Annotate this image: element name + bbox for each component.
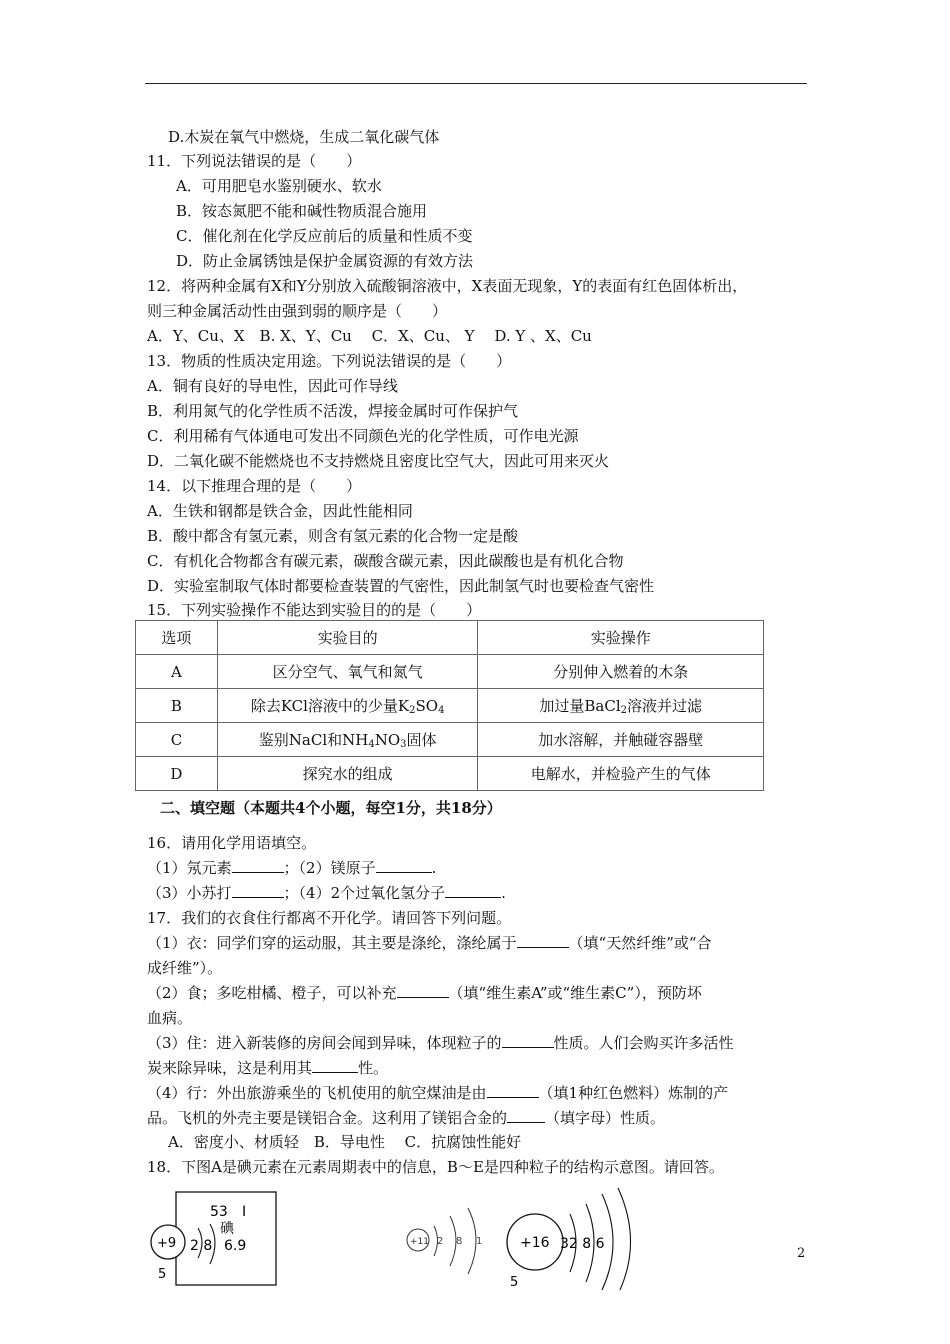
q14-option-d: D．实验室制取气体时都要检查装置的气密性，因此制氢气时也要检查气密性 <box>147 577 655 595</box>
q17-line8 <box>147 1108 665 1128</box>
q18-stem: 18．下图A是碘元素在元素周期表中的信息，B～E是四种粒子的结构示意图。请回答。 <box>147 1158 724 1176</box>
answer-blank[interactable] <box>517 933 569 948</box>
q11-option-a: A．可用肥皂水鉴别硬水、软水 <box>176 177 382 195</box>
q17-line7 <box>147 1083 728 1103</box>
nucleus-charge: +11 <box>410 1237 429 1247</box>
answer-blank[interactable] <box>376 858 432 873</box>
text: （填1种红色燃料）炼制的产 <box>538 1084 729 1102</box>
goal-text: 鉴别NaCl和NH <box>258 731 369 749</box>
q16-stem: 16．请用化学用语填空。 <box>147 834 317 852</box>
table-row <box>136 689 764 723</box>
electron-shell-arc <box>468 1208 476 1274</box>
answer-blank[interactable] <box>397 983 449 998</box>
text: . <box>501 884 506 902</box>
table-cell-operation: 加水溶解，并触碰容器壁 <box>478 723 764 757</box>
atom-diagram-d <box>507 1188 631 1290</box>
table-cell-option: A <box>136 655 218 689</box>
q13-option-a: A．铜有良好的导电性，因此可作导线 <box>147 377 398 395</box>
answer-blank[interactable] <box>232 858 284 873</box>
table-cell-option: B <box>136 689 218 723</box>
atom-diagram-b <box>151 1224 215 1282</box>
text: 炭来除异味，这是利用其 <box>147 1059 313 1077</box>
answer-blank[interactable] <box>232 883 284 898</box>
atomic-mass: 6.9 <box>224 1238 247 1254</box>
table-cell-operation: 电解水，并检验产生的气体 <box>478 757 764 791</box>
electron-counts: 32 8 6 <box>560 1236 605 1252</box>
electron-count: 2 <box>437 1236 444 1247</box>
q13-option-d: D．二氧化碳不能燃烧也不支持燃烧且密度比空气大，因此可用来灭火 <box>147 452 610 470</box>
subscript: 2 <box>620 705 628 716</box>
op-text: 溶液并过滤 <box>627 697 703 715</box>
q17-stem: 17．我们的衣食住行都离不开化学。请回答下列问题。 <box>147 909 512 927</box>
table-cell-operation: 分别伸入燃着的木条 <box>478 655 764 689</box>
q17-line9: A．密度小、材质轻 B．导电性 C．抗腐蚀性能好 <box>168 1133 522 1151</box>
subscript: 4 <box>368 739 375 750</box>
text: （3）小苏打 <box>147 884 232 902</box>
goal-text: 除去KCl溶液中的少量K <box>250 697 410 715</box>
q10-option-d: D.木炭在氧气中燃烧，生成二氧化碳气体 <box>168 128 440 146</box>
text: （填字母）性质。 <box>545 1109 666 1127</box>
goal-text: 固体 <box>406 731 437 749</box>
q14-option-b: B．酸中都含有氢元素，则含有氢元素的化合物一定是酸 <box>147 527 519 545</box>
q11-stem: 11．下列说法错误的是（ ） <box>147 152 362 170</box>
q13-option-b: B．利用氮气的化学性质不活泼，焊接金属时可作保护气 <box>147 402 519 420</box>
table-cell-operation <box>478 689 764 723</box>
text: 品。飞机的外壳主要是镁铝合金。这利用了镁铝合金的 <box>147 1109 508 1127</box>
table-cell-goal: 探究水的组成 <box>217 757 478 791</box>
goal-text: NO <box>374 731 401 749</box>
q16-line1 <box>147 858 436 878</box>
text: ；（4）2个过氧化氢分子 <box>283 884 446 902</box>
subscript: 3 <box>400 739 407 750</box>
table-cell-option: D <box>136 757 218 791</box>
text: （3）住：进入新装修的房间会闻到异味，体现粒子的 <box>147 1034 502 1052</box>
goal-text: SO <box>415 697 439 715</box>
element-symbol: I <box>242 1204 247 1220</box>
page-number: 2 <box>797 1246 806 1261</box>
q17-line1 <box>147 933 712 953</box>
q12-stem-line1: 12．将两种金属有X和Y分别放入硫酸铜溶液中，X表面无现象，Y的表面有红色固体析出， <box>147 277 748 295</box>
subscript: 4 <box>438 705 445 716</box>
nucleus-charge: +9 <box>157 1236 177 1251</box>
electron-count: 8 <box>456 1236 463 1247</box>
q16-line2 <box>147 883 506 903</box>
text: ；（2）镁原子 <box>283 859 376 877</box>
text: （4）行：外出旅游乘坐的飞机使用的航空煤油是由 <box>147 1084 487 1102</box>
text: 性。 <box>358 1059 389 1077</box>
table-cell-option: C <box>136 723 218 757</box>
table-row <box>136 757 764 791</box>
label-text: 5 <box>510 1275 519 1290</box>
q11-option-c: C．催化剂在化学反应前后的质量和性质不变 <box>176 227 473 245</box>
electron-counts: 2 8 <box>190 1238 213 1254</box>
section-heading: 二、填空题（本题共4个小题，每空1分，共18分） <box>160 799 502 817</box>
answer-blank[interactable] <box>502 1033 554 1048</box>
table-header-cell: 实验目的 <box>217 621 478 655</box>
text: . <box>431 859 437 877</box>
q18-figures <box>140 1180 660 1290</box>
text: （1）衣：同学们穿的运动服，其主要是涤纶，涤纶属于 <box>147 934 517 952</box>
electron-count: 1 <box>476 1236 483 1247</box>
nucleus-charge: +16 <box>520 1235 550 1251</box>
q14-option-c: C．有机化合物都含有碳元素，碳酸含碳元素，因此碳酸也是有机化合物 <box>147 552 624 570</box>
header-rule <box>145 83 807 84</box>
answer-blank[interactable] <box>507 1108 545 1123</box>
answer-blank[interactable] <box>445 883 501 898</box>
q11-option-b: B．铵态氮肥不能和碱性物质混合施用 <box>176 202 428 220</box>
table-cell-goal <box>217 723 478 757</box>
q17-line3 <box>147 983 702 1003</box>
label-text: 5 <box>158 1267 167 1282</box>
table-header-cell: 实验操作 <box>478 621 764 655</box>
q15-table <box>135 620 764 791</box>
q17-line5 <box>147 1033 734 1053</box>
table-header-row <box>136 621 764 655</box>
q14-stem: 14．以下推理合理的是（ ） <box>147 477 362 495</box>
answer-blank[interactable] <box>312 1058 358 1073</box>
q17-line2: 成纤维”）。 <box>147 959 223 977</box>
table-row <box>136 723 764 757</box>
text: （填“天然纤维”或“合 <box>568 934 712 952</box>
q13-stem: 13．物质的性质决定用途。下列说法错误的是（ ） <box>147 352 512 370</box>
text: （填“维生素A”或“维生素C”），预防坏 <box>448 984 702 1002</box>
atomic-number: 53 <box>210 1204 228 1220</box>
q14-option-a: A．生铁和钢都是铁合金，因此性能相同 <box>147 502 413 520</box>
table-row <box>136 655 764 689</box>
q13-option-c: C．利用稀有气体通电可发出不同颜色光的化学性质，可作电光源 <box>147 427 579 445</box>
atom-diagram-c <box>407 1208 482 1274</box>
q15-stem: 15．下列实验操作不能达到实验目的的是（ ） <box>147 601 482 619</box>
table-cell-goal <box>217 689 478 723</box>
text: （2）食；多吃柑橘、橙子，可以补充 <box>147 984 397 1002</box>
q17-line4: 血病。 <box>147 1009 193 1027</box>
q17-line6 <box>147 1058 388 1078</box>
table-cell-goal: 区分空气、氧气和氮气 <box>217 655 478 689</box>
electron-shell-arc <box>618 1188 631 1290</box>
text: （1）氖元素 <box>147 859 232 877</box>
q12-options: A．Y、Cu、X B. X、Y、Cu C．X、Cu、 Y D. Y 、X、Cu <box>147 327 592 345</box>
text: 性质。人们会购买许多活性 <box>553 1034 734 1052</box>
q12-stem-line2: 则三种金属活动性由强到弱的顺序是（ ） <box>147 302 448 320</box>
answer-blank[interactable] <box>487 1083 539 1098</box>
subscript: 2 <box>409 705 416 716</box>
element-name: 碘 <box>220 1221 234 1237</box>
op-text: 加过量BaCl <box>539 697 621 715</box>
table-header-cell: 选项 <box>136 621 218 655</box>
q11-option-d: D．防止金属锈蚀是保护金属资源的有效方法 <box>176 252 474 270</box>
